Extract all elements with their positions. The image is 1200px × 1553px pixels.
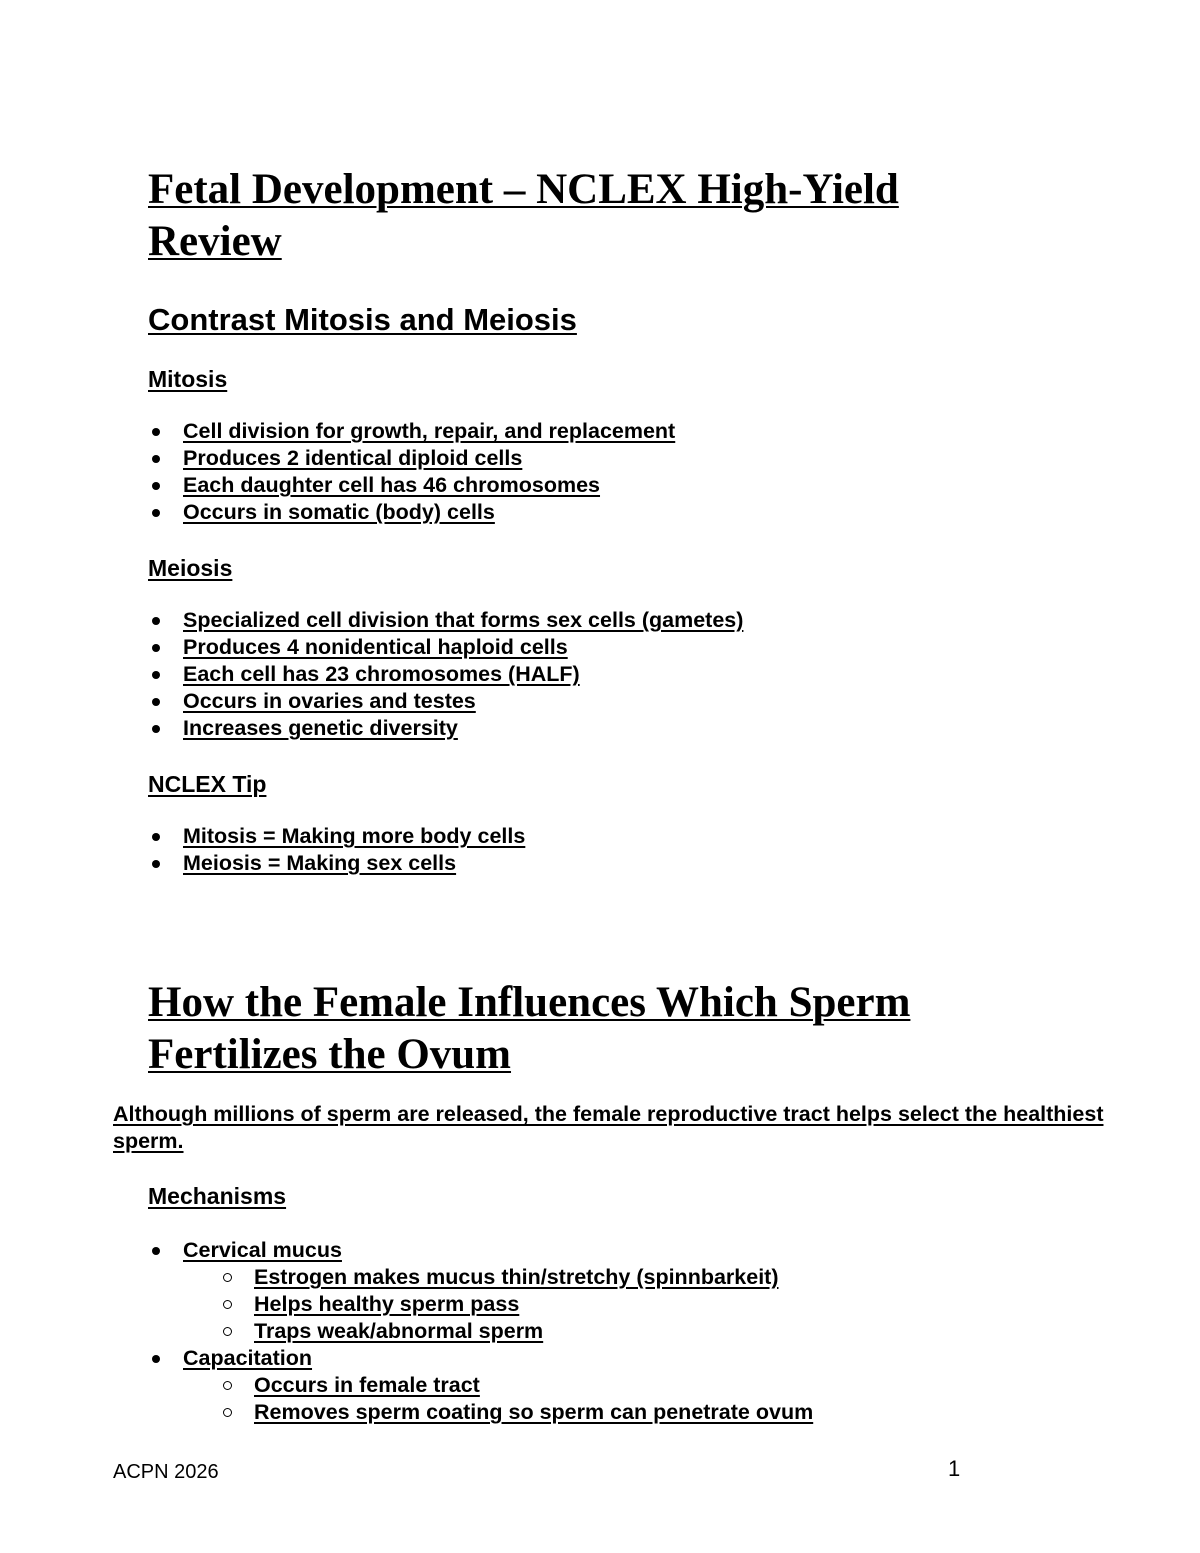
- list-item-text: Produces 2 identical diploid cells: [183, 446, 523, 470]
- bullet-icon: [152, 698, 160, 706]
- footer-label: ACPN 2026: [113, 1461, 219, 1483]
- bullet-icon: [152, 428, 160, 436]
- list-item-text: Increases genetic diversity: [183, 716, 458, 740]
- subheading-text: Mitosis: [148, 366, 228, 392]
- list-item-text: Each daughter cell has 46 chromosomes: [183, 473, 601, 497]
- sub-list-item-text: Helps healthy sperm pass: [254, 1292, 520, 1316]
- bullet-icon: [152, 1247, 160, 1255]
- list-item-text: Meiosis = Making sex cells: [183, 851, 457, 875]
- list-item-text: Cervical mucus: [183, 1238, 342, 1262]
- list-item: [148, 661, 743, 688]
- circle-bullet-icon: [223, 1300, 232, 1309]
- subheading-mechanisms: [148, 1183, 286, 1210]
- sub-list-item: [148, 1318, 813, 1345]
- document-title: [148, 164, 1008, 268]
- list-item-text: Cell division for growth, repair, and replacement: [183, 419, 676, 443]
- mechanisms-list: [148, 1237, 813, 1426]
- circle-bullet-icon: [223, 1408, 232, 1417]
- bullet-icon: [152, 671, 160, 679]
- list-item: [148, 607, 743, 634]
- bullet-icon: [152, 455, 160, 463]
- sub-list-item: [148, 1399, 813, 1426]
- list-item-text: Produces 4 nonidentical haploid cells: [183, 635, 568, 659]
- circle-bullet-icon: [223, 1327, 232, 1336]
- sub-list-item-text: Estrogen makes mucus thin/stretchy (spinnbarkeit): [254, 1265, 779, 1289]
- subheading-meiosis: [148, 555, 232, 582]
- meiosis-list: [148, 607, 743, 742]
- list-item: [148, 634, 743, 661]
- section-heading-text: Contrast Mitosis and Meiosis: [148, 302, 577, 337]
- list-item: [148, 823, 525, 850]
- intro-paragraph: [113, 1101, 1113, 1155]
- subheading-mitosis: [148, 366, 227, 393]
- circle-bullet-icon: [223, 1273, 232, 1282]
- list-item-text: Capacitation: [183, 1346, 313, 1370]
- list-item: [148, 715, 743, 742]
- subheading-nclex-tip: [148, 771, 266, 798]
- list-item-text: Mitosis = Making more body cells: [183, 824, 526, 848]
- subheading-text: Mechanisms: [148, 1183, 287, 1209]
- list-item: [148, 688, 743, 715]
- mitosis-list: [148, 418, 675, 526]
- document-title-text: Fetal Development – NCLEX High-Yield Review: [148, 166, 899, 265]
- sub-list-item-text: Traps weak/abnormal sperm: [254, 1319, 544, 1343]
- sub-list-item-text: Occurs in female tract: [254, 1373, 480, 1397]
- list-item-text: Occurs in somatic (body) cells: [183, 500, 495, 524]
- page-number: 1: [948, 1456, 961, 1481]
- bullet-icon: [152, 644, 160, 652]
- sub-list-item-text: Removes sperm coating so sperm can penetrate ovum: [254, 1400, 814, 1424]
- section-title-text: How the Female Influences Which Sperm Fertilizes the Ovum: [148, 979, 911, 1078]
- bullet-icon: [152, 833, 160, 841]
- bullet-icon: [152, 509, 160, 517]
- bullet-icon: [152, 860, 160, 868]
- list-item: [148, 472, 675, 499]
- sub-list-item: [148, 1372, 813, 1399]
- list-item: [148, 499, 675, 526]
- list-item-text: Specialized cell division that forms sex cells (gametes): [183, 608, 744, 632]
- bullet-icon: [152, 482, 160, 490]
- list-item-text: Each cell has 23 chromosomes (HALF): [183, 662, 580, 686]
- bullet-icon: [152, 1355, 160, 1363]
- sub-list-item: [148, 1291, 813, 1318]
- list-item: [148, 850, 525, 877]
- list-item: [148, 1237, 813, 1264]
- list-item: [148, 418, 675, 445]
- bullet-icon: [152, 617, 160, 625]
- section-title-female-influence: [148, 977, 1008, 1081]
- sub-list-item: [148, 1264, 813, 1291]
- list-item: [148, 1345, 813, 1372]
- list-item: [148, 445, 675, 472]
- circle-bullet-icon: [223, 1381, 232, 1390]
- intro-text: Although millions of sperm are released, the female reproductive tract helps select the healthiest sperm.: [113, 1102, 1104, 1153]
- subheading-text: Meiosis: [148, 555, 233, 581]
- list-item-text: Occurs in ovaries and testes: [183, 689, 476, 713]
- nclex-tip-list: [148, 823, 525, 877]
- section-heading-mitosis-meiosis: [148, 302, 577, 338]
- subheading-text: NCLEX Tip: [148, 771, 267, 797]
- bullet-icon: [152, 725, 160, 733]
